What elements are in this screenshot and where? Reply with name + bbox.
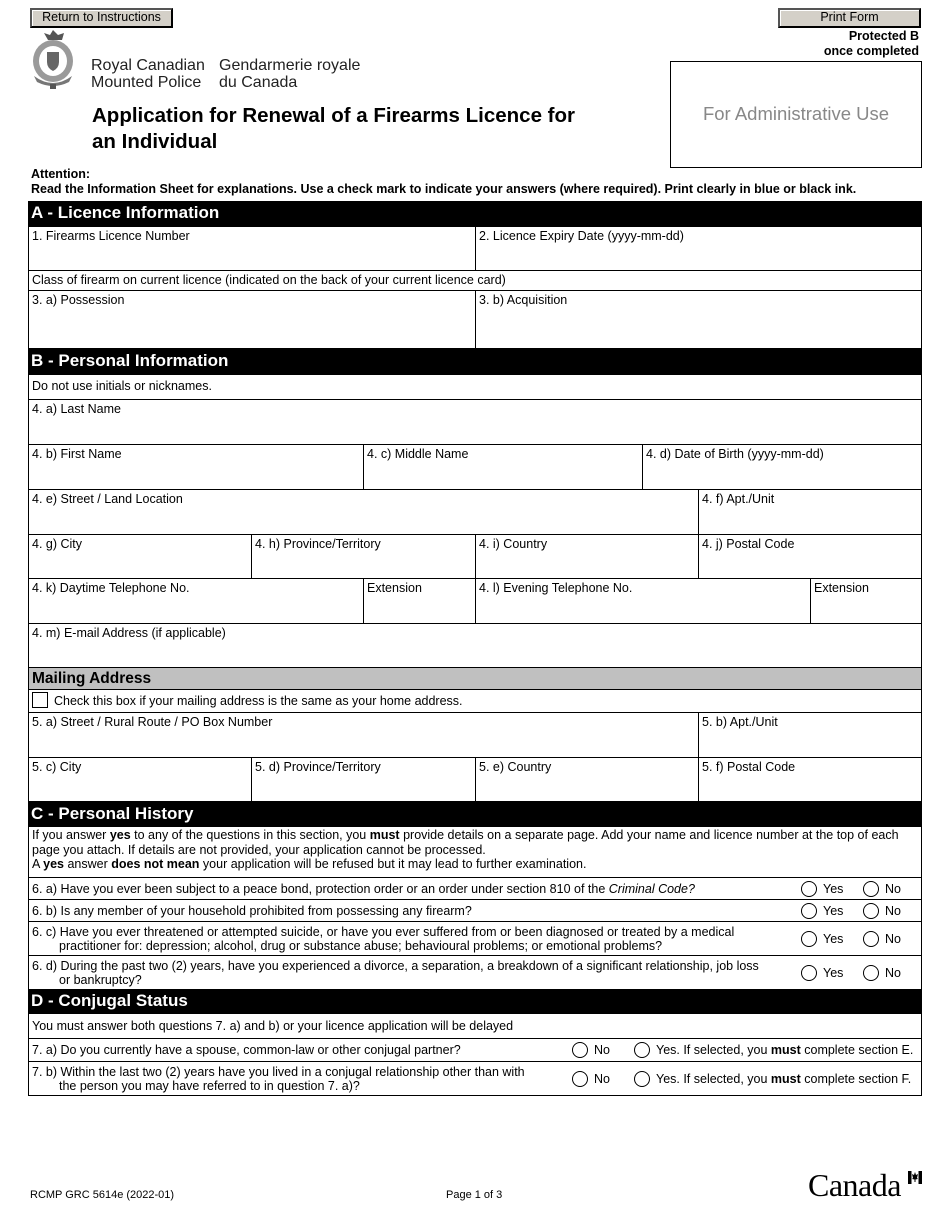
q6a-main: 6. a) Have you ever been subject to a peace bond, protection order or an order under section 810 of the <box>32 882 609 896</box>
q6d-no-radio[interactable] <box>863 965 879 981</box>
mailing-province-field[interactable] <box>251 757 476 802</box>
possession-label: 3. a) Possession <box>32 293 125 307</box>
date-of-birth-label: 4. d) Date of Birth (yyyy-mm-dd) <box>646 447 824 461</box>
country-field[interactable] <box>475 534 699 579</box>
section-c-header: C - Personal History <box>28 802 922 827</box>
q6b-no-option[interactable] <box>863 903 901 919</box>
q6a-no-label: No <box>885 881 901 896</box>
attention-notice <box>31 167 856 197</box>
q6d-no-label: No <box>885 965 901 980</box>
street-land-location-label: 4. e) Street / Land Location <box>32 492 183 506</box>
first-name-field[interactable] <box>28 444 364 490</box>
q6c-line1: 6. c) Have you ever threatened or attempted suicide, or have you ever suffered from or been diagnosed or treated by a medical <box>32 925 735 939</box>
licence-expiry-date-label: 2. Licence Expiry Date (yyyy-mm-dd) <box>479 229 684 243</box>
q7a-no-radio[interactable] <box>572 1042 588 1058</box>
evening-telephone-label: 4. l) Evening Telephone No. <box>479 581 633 595</box>
evening-telephone-field[interactable] <box>475 578 811 624</box>
section-d-header: D - Conjugal Status <box>28 989 922 1014</box>
q6c-yes-option[interactable] <box>801 931 843 947</box>
question-6a-text <box>32 882 695 896</box>
protected-line2: once completed <box>823 44 919 58</box>
question-6b-text: 6. b) Is any member of your household prohibited from possessing any firearm? <box>32 904 472 918</box>
q6b-no-label: No <box>885 903 901 918</box>
city-field[interactable] <box>28 534 252 579</box>
last-name-field[interactable] <box>28 399 922 445</box>
question-6b-row <box>28 899 922 922</box>
agency-en-line1: Royal Canadian <box>91 57 205 74</box>
daytime-extension-field[interactable] <box>363 578 476 624</box>
q6b-yes-label: Yes <box>823 903 844 918</box>
daytime-extension-label: Extension <box>367 581 422 595</box>
middle-name-field[interactable] <box>363 444 643 490</box>
section-a-header: A - Licence Information <box>28 201 922 226</box>
agency-fr-line1: Gendarmerie royale <box>219 57 361 74</box>
same-address-checkbox[interactable] <box>32 692 48 708</box>
q6b-yes-radio[interactable] <box>801 903 817 919</box>
q7b-yes-label <box>656 1072 911 1086</box>
q7b-yes-option[interactable] <box>634 1071 911 1087</box>
mailing-city-label: 5. c) City <box>32 760 82 774</box>
same-address-label: Check this box if your mailing address is the same as your home address. <box>54 694 463 708</box>
q6d-yes-radio[interactable] <box>801 965 817 981</box>
q6b-yes-option[interactable] <box>801 903 843 919</box>
q7b-no-radio[interactable] <box>572 1071 588 1087</box>
return-to-instructions-button[interactable]: Return to Instructions <box>30 8 173 28</box>
q6c-no-label: No <box>885 931 901 946</box>
firearms-licence-number-label: 1. Firearms Licence Number <box>32 229 190 243</box>
question-6a-row <box>28 877 922 900</box>
firearm-class-note: Class of firearm on current licence (indicated on the back of your current licence card) <box>28 270 922 291</box>
city-label: 4. g) City <box>32 537 83 551</box>
q6c-yes-label: Yes <box>823 931 844 946</box>
firearms-licence-number-field[interactable] <box>28 226 476 271</box>
q7b-yes-text-2: complete section F. <box>800 1071 912 1086</box>
q7b-no-option[interactable] <box>572 1071 610 1087</box>
province-territory-field[interactable] <box>251 534 476 579</box>
q7a-yes-option[interactable] <box>634 1042 913 1058</box>
print-form-button[interactable]: Print Form <box>778 8 921 28</box>
title-line2: an Individual <box>92 130 218 153</box>
intro-text-3: provide details on a separate page. Add your name and licence number at the top of each page you attach. If details are not provided, your application cannot be processed. <box>32 828 899 857</box>
acquisition-field[interactable] <box>475 290 922 349</box>
agency-name-en <box>91 57 205 91</box>
agency-fr-line2: du Canada <box>219 74 298 91</box>
conjugal-status-note: You must answer both questions 7. a) and b) or your licence application will be delayed <box>28 1013 922 1039</box>
apt-unit-label: 4. f) Apt./Unit <box>702 492 775 506</box>
middle-name-label: 4. c) Middle Name <box>367 447 469 461</box>
possession-field[interactable] <box>28 290 476 349</box>
administrative-use-label: For Administrative Use <box>702 103 890 124</box>
q7b-line2: the person you may have referred to in question 7. a)? <box>59 1079 360 1093</box>
apt-unit-field[interactable] <box>698 489 922 535</box>
licence-expiry-date-field[interactable] <box>475 226 922 271</box>
postal-code-field[interactable] <box>698 534 922 579</box>
q6a-italic: Criminal Code? <box>608 882 695 896</box>
q6d-line1: 6. d) During the past two (2) years, have you experienced a divorce, a separation, a breakdown of a significant relationship, job loss <box>32 959 759 973</box>
first-name-label: 4. b) First Name <box>32 447 122 461</box>
intro2-text-3: your application will be refused but it may lead to further examination. <box>199 857 587 871</box>
agency-en-line2: Mounted Police <box>91 74 202 91</box>
country-label: 4. i) Country <box>479 537 548 551</box>
q6a-yes-option[interactable] <box>801 881 843 897</box>
page-title <box>92 103 575 155</box>
q6a-no-option[interactable] <box>863 881 901 897</box>
mailing-country-field[interactable] <box>475 757 699 802</box>
mailing-postal-code-field[interactable] <box>698 757 922 802</box>
q7b-no-label: No <box>594 1071 610 1086</box>
mailing-apt-unit-field[interactable] <box>698 712 922 758</box>
attention-text: Read the Information Sheet for explanations. Use a check mark to indicate your answers (where required). Print clearly in blue or black ink. <box>31 182 857 196</box>
q6a-yes-label: Yes <box>823 881 844 896</box>
q7a-yes-label <box>656 1043 913 1057</box>
intro-text-2: to any of the questions in this section, you <box>130 828 370 842</box>
q6c-yes-radio[interactable] <box>801 931 817 947</box>
evening-extension-field[interactable] <box>810 578 922 624</box>
q6d-yes-label: Yes <box>823 965 844 980</box>
q7a-no-option[interactable] <box>572 1042 610 1058</box>
question-7a-row <box>28 1038 922 1062</box>
canada-flag-icon <box>908 1171 922 1184</box>
email-address-field[interactable] <box>28 623 922 668</box>
protected-line1: Protected B <box>848 29 919 43</box>
date-of-birth-field[interactable] <box>642 444 922 490</box>
province-territory-label: 4. h) Province/Territory <box>255 537 381 551</box>
mailing-street-field[interactable] <box>28 712 699 758</box>
question-6c-row <box>28 921 922 956</box>
q7a-yes-text-2: complete section E. <box>800 1043 914 1057</box>
mailing-province-label: 5. d) Province/Territory <box>255 760 381 774</box>
form-id: RCMP GRC 5614e (2022-01) <box>30 1189 175 1201</box>
intro-bold-yes: yes <box>109 828 131 842</box>
intro2-text-2: answer <box>63 857 112 871</box>
acquisition-label: 3. b) Acquisition <box>479 293 568 307</box>
q7b-yes-radio[interactable] <box>634 1071 650 1087</box>
mailing-apt-unit-label: 5. b) Apt./Unit <box>702 715 778 729</box>
mailing-address-header: Mailing Address <box>28 667 922 690</box>
mailing-country-label: 5. e) Country <box>479 760 552 774</box>
q6b-no-radio[interactable] <box>863 903 879 919</box>
administrative-use-box <box>670 61 922 168</box>
q6c-no-radio[interactable] <box>863 931 879 947</box>
q7b-yes-bold-must: must <box>770 1071 801 1086</box>
q7b-yes-text-1: Yes. If selected, you <box>656 1071 771 1086</box>
personal-history-intro <box>28 826 922 878</box>
question-7b-text <box>32 1065 525 1093</box>
question-7a-text: 7. a) Do you currently have a spouse, common-law or other conjugal partner? <box>32 1043 461 1057</box>
section-b-header: B - Personal Information <box>28 349 922 374</box>
intro2-text-1: A <box>32 857 44 871</box>
question-7b-row <box>28 1061 922 1096</box>
evening-extension-label: Extension <box>814 581 869 595</box>
daytime-telephone-field[interactable] <box>28 578 364 624</box>
personal-info-note: Do not use initials or nicknames. <box>28 374 922 400</box>
question-6d-row <box>28 955 922 990</box>
q6a-no-radio[interactable] <box>863 881 879 897</box>
protected-marking <box>824 29 919 59</box>
canada-wordmark-text: Canada <box>808 1167 901 1203</box>
question-6d-text <box>32 959 759 987</box>
postal-code-label: 4. j) Postal Code <box>702 537 795 551</box>
mailing-street-label: 5. a) Street / Rural Route / PO Box Number <box>32 715 273 729</box>
agency-name-fr <box>219 57 360 91</box>
q6d-line2: or bankruptcy? <box>59 973 142 987</box>
q6d-no-option[interactable] <box>863 965 901 981</box>
intro-text-1: If you answer <box>32 828 110 842</box>
q7b-line1: 7. b) Within the last two (2) years have you lived in a conjugal relationship other than with <box>32 1065 525 1079</box>
email-address-label: 4. m) E-mail Address (if applicable) <box>32 626 226 640</box>
daytime-telephone-label: 4. k) Daytime Telephone No. <box>32 581 190 595</box>
street-land-location-field[interactable] <box>28 489 699 535</box>
question-6c-text <box>32 925 734 953</box>
q6a-yes-radio[interactable] <box>801 881 817 897</box>
q6c-no-option[interactable] <box>863 931 901 947</box>
q7a-no-label: No <box>594 1043 610 1057</box>
rcmp-crest-icon <box>28 28 78 90</box>
same-address-row <box>28 689 922 713</box>
q6c-line2: practitioner for: depression; alcohol, drug or substance abuse; behavioural problems; or emotional problems? <box>59 939 663 953</box>
q7a-yes-text-1: Yes. If selected, you <box>656 1043 771 1057</box>
page-number: Page 1 of 3 <box>446 1189 503 1201</box>
canada-wordmark <box>808 1168 922 1202</box>
mailing-postal-code-label: 5. f) Postal Code <box>702 760 796 774</box>
intro2-bold-yes: yes <box>43 857 64 871</box>
last-name-label: 4. a) Last Name <box>32 402 121 416</box>
attention-label: Attention: <box>31 167 91 181</box>
intro-bold-must: must <box>369 828 400 842</box>
title-line1: Application for Renewal of a Firearms Licence for <box>92 104 576 127</box>
q7a-yes-radio[interactable] <box>634 1042 650 1058</box>
intro2-bold-does-not-mean: does not mean <box>111 857 200 871</box>
q6d-yes-option[interactable] <box>801 965 843 981</box>
q7a-yes-bold-must: must <box>770 1043 801 1057</box>
mailing-city-field[interactable] <box>28 757 252 802</box>
